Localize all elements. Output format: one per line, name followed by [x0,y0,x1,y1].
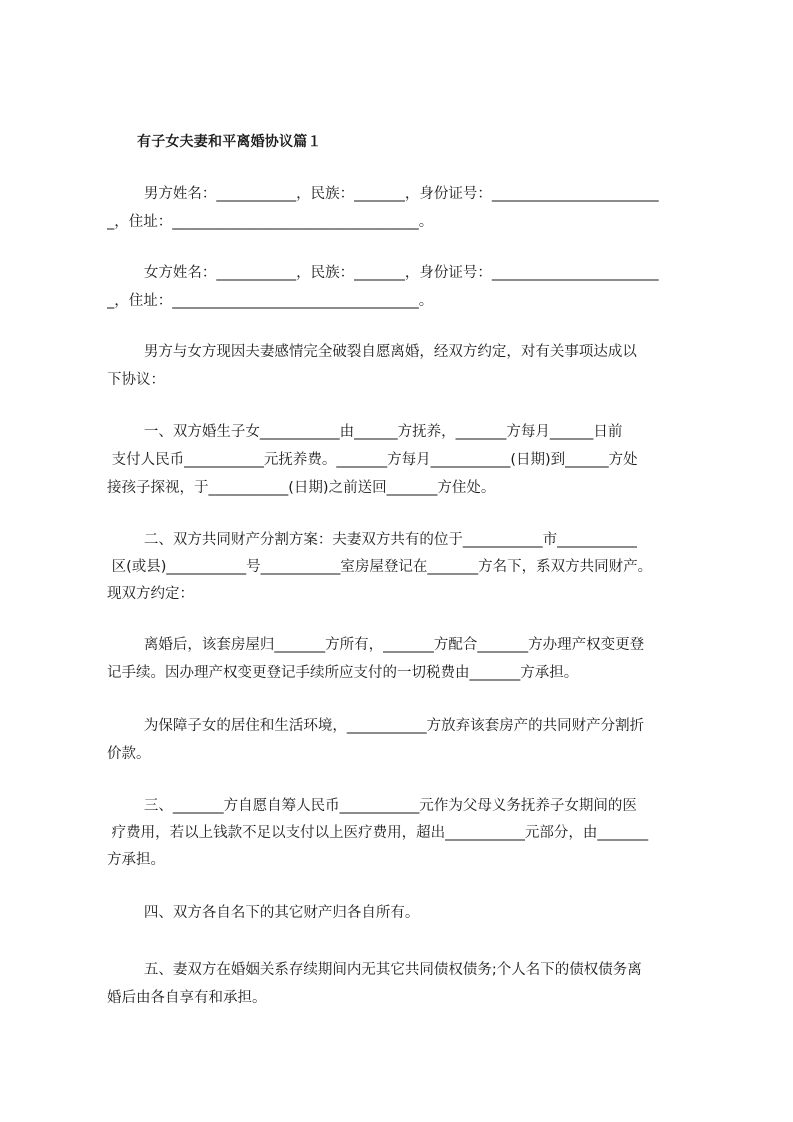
paragraph-clause-3-line-2: 疗费用，若以上钱款不足以支付以上医疗费用，超出___________元部分，由_______ [107,825,649,841]
paragraph-clause-1-line-1: 一、双方婚生子女___________由______方抚养，_______方每月______日前 [107,424,623,440]
paragraph-male-party-line-2: _，住址：__________________________________。 [107,214,434,230]
paragraph-female-party-line-1: 女方姓名：___________，民族：_______，身份证号：_______________________ [107,265,659,281]
paragraph-children-line-1: 为保障子女的居住和生活环境，___________方放弃该套房产的共同财产分割折 [107,718,645,734]
paragraph-female-party-line-2: _，住址：__________________________________。 [107,293,434,309]
paragraph-intro-line-2: 下协议： [107,372,165,388]
paragraph-clause-2-line-1: 二、双方共同财产分割方案：夫妻双方共有的位于___________市___________ [107,532,637,548]
paragraph-clause-2-line-2: 区(或县)___________号___________室房屋登记在_______方名下，系双方共同财产。 [107,559,653,575]
paragraph-clause-1-line-3: 接孩子探视，于___________(日期)之前送回_______方住处。 [107,480,496,496]
paragraph-intro-line-1: 男方与女方现因夫妻感情完全破裂自愿离婚，经双方约定，对有关事项达成以 [107,344,637,360]
paragraph-house-line-1: 离婚后，该套房屋归_______方所有，_______方配合_______方办理产权变更登 [107,637,645,653]
paragraph-clause-2-line-3: 现双方约定： [107,586,194,602]
document-title: 有子女夫妻和平离婚协议篇１ [137,134,322,150]
paragraph-male-party-line-1: 男方姓名：___________，民族：_______，身份证号：_______________________ [107,186,659,202]
paragraph-clause-5-line-1: 五、妻双方在婚姻关系存续期间内无其它共同债权债务;个人名下的债权债务离 [107,962,642,978]
paragraph-house-line-2: 记手续。因办理产权变更登记手续所应支付的一切税费由_______方承担。 [107,665,579,681]
paragraph-clause-4-line-1: 四、双方各自名下的其它财产归各自所有。 [107,905,420,921]
paragraph-clause-1-line-2: 支付人民币___________元抚养费。_______方每月___________(日期)到______方处 [107,452,638,468]
paragraph-clause-3-line-1: 三、_______方自愿自筹人民币___________元作为父母义务抚养子女期间的医 [107,798,637,814]
paragraph-children-line-2: 价款。 [107,746,151,762]
paragraph-clause-3-line-3: 方承担。 [107,852,165,868]
paragraph-clause-5-line-2: 婚后由各自享有和承担。 [107,990,267,1006]
